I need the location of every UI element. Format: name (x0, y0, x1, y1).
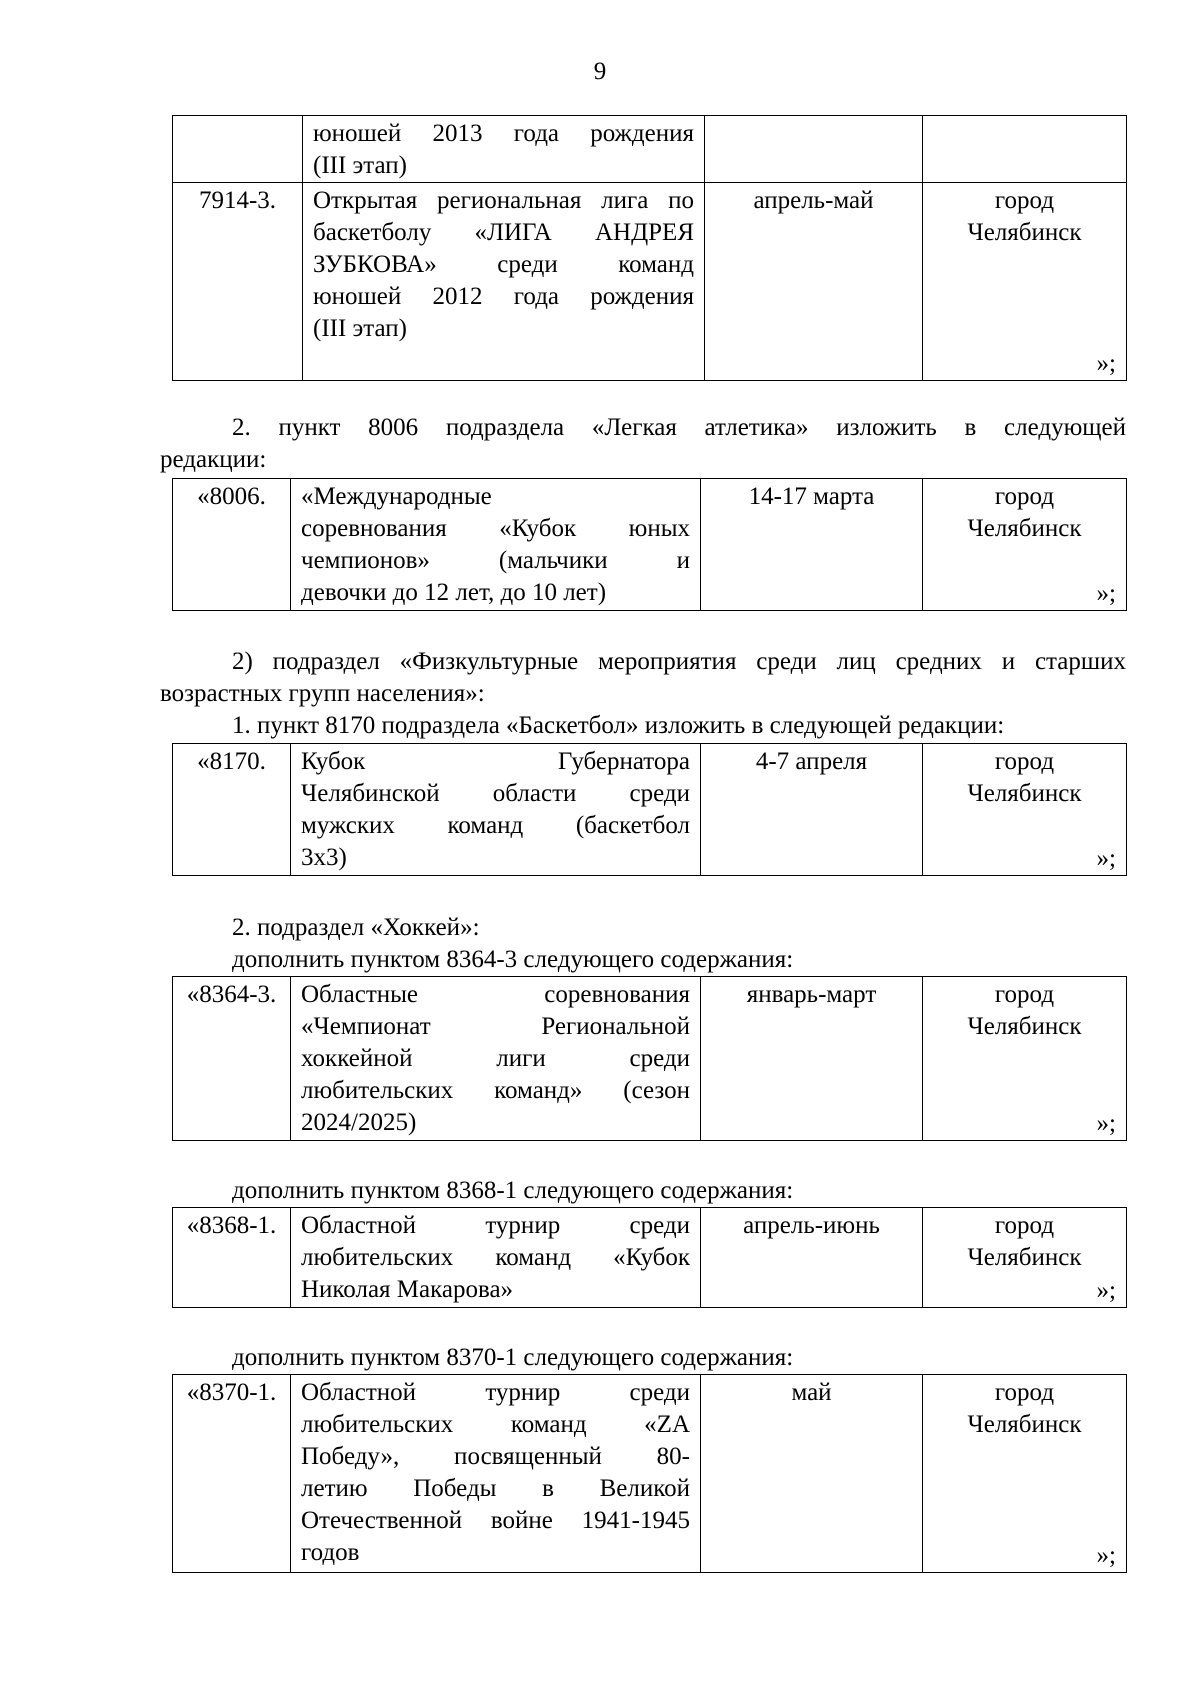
row-number: «8006. (173, 479, 291, 611)
row-number: «8364-3. (173, 977, 291, 1141)
table-8368-1 (172, 1207, 1127, 1308)
event-place (923, 116, 1127, 183)
row-number: «8370-1. (173, 1375, 291, 1573)
event-place: город Челябинск »; (923, 183, 1127, 381)
closing-quote: »; (1096, 1542, 1116, 1569)
event-name: Областной турнир среди любительских команд «Кубок Николая Макарова» (291, 1208, 701, 1308)
event-date (705, 116, 923, 183)
table-8370-1 (172, 1374, 1127, 1573)
event-place: город Челябинск »; (923, 1375, 1127, 1573)
paragraph-8170: 1. пункт 8170 подраздела «Баскетбол» изложить в следующей редакции: (232, 712, 1005, 739)
row-number: «8170. (173, 744, 291, 876)
paragraph-8370-1: дополнить пунктом 8370-1 следующего содержания: (232, 1344, 794, 1371)
event-name: Областные соревнования «Чемпионат Региональной хоккейной лиги среди любительских команд» (сезон 2024/2025) (291, 977, 701, 1141)
table-continuation (172, 115, 1127, 381)
table-row (173, 183, 1127, 381)
event-date: май (701, 1375, 923, 1573)
row-number: 7914-3. (173, 183, 303, 381)
table-row (173, 1375, 1127, 1573)
closing-quote: »; (1096, 1110, 1116, 1137)
row-number (173, 116, 303, 183)
table-8364-3 (172, 976, 1127, 1141)
table-row (173, 744, 1127, 876)
event-date: январь-март (701, 977, 923, 1141)
event-name: «Международные соревнования «Кубок юных чемпионов» (мальчики и девочки до 12 лет, до 10 лет) (291, 479, 701, 611)
closing-quote: »; (1096, 580, 1116, 607)
closing-quote: »; (1096, 845, 1116, 872)
event-date: 14-17 марта (701, 479, 923, 611)
table-row (173, 479, 1127, 611)
closing-quote: »; (1096, 350, 1116, 377)
event-name: Открытая региональная лига по баскетболу «ЛИГА АНДРЕЯ ЗУБКОВА» среди команд юношей 2012 года рождения (III этап) (303, 183, 705, 381)
paragraph-8364-3: дополнить пунктом 8364-3 следующего содержания: (232, 946, 794, 973)
paragraph-8006: 2. пункт 8006 подраздела «Легкая атлетика» изложить в следующей редакции: (160, 414, 1126, 473)
event-name: юношей 2013 года рождения (III этап) (303, 116, 705, 183)
paragraph-subsection: 2) подраздел «Физкультурные мероприятия среди лиц средних и старших возрастных групп населения»: (160, 648, 1126, 707)
row-number: «8368-1. (173, 1208, 291, 1308)
table-8170 (172, 743, 1127, 876)
event-place: город Челябинск »; (923, 479, 1127, 611)
event-place: город Челябинск »; (923, 744, 1127, 876)
table-8006 (172, 478, 1127, 611)
event-name: Областной турнир среди любительских команд «ZA Победу», посвященный 80- летию Победы в Великой Отечественной войне 1941-1945 годов (291, 1375, 701, 1573)
table-row (173, 116, 1127, 183)
page-number: 9 (593, 58, 607, 85)
event-place: город Челябинск »; (923, 1208, 1127, 1308)
event-date: апрель-июнь (701, 1208, 923, 1308)
paragraph-hockey: 2. подраздел «Хоккей»: (232, 914, 480, 941)
closing-quote: »; (1096, 1277, 1116, 1304)
table-row (173, 977, 1127, 1141)
event-date: 4-7 апреля (701, 744, 923, 876)
paragraph-8368-1: дополнить пунктом 8368-1 следующего содержания: (232, 1177, 794, 1204)
table-row (173, 1208, 1127, 1308)
event-date: апрель-май (705, 183, 923, 381)
event-name: Кубок Губернатора Челябинской области среди мужских команд (баскетбол 3x3) (291, 744, 701, 876)
event-place: город Челябинск »; (923, 977, 1127, 1141)
